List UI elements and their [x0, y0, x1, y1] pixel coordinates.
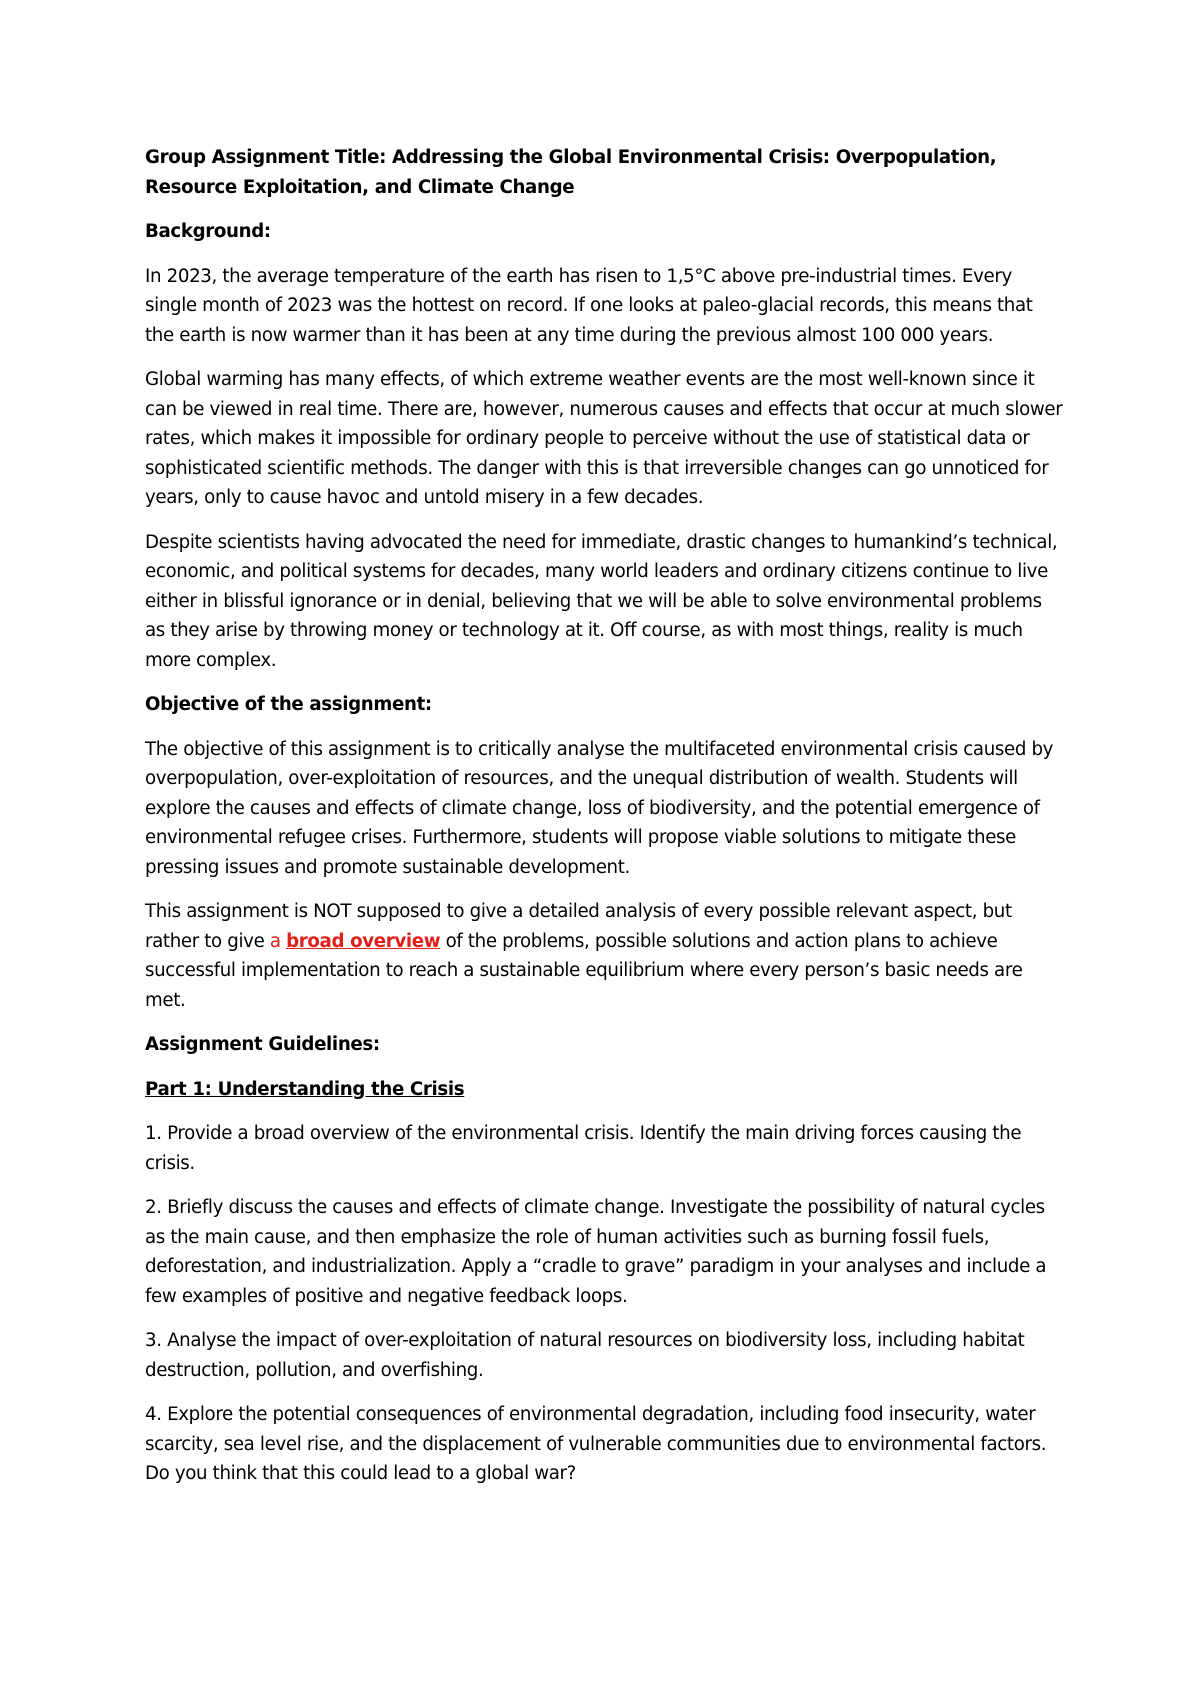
- background-heading: Background:: [145, 221, 271, 242]
- document-body: [145, 143, 1065, 1504]
- background-paragraph-2: Global warming has many effects, of which extreme weather events are the most well-known since it can be viewed in real time. There are, however, numerous causes and effects that occur at much slower rates, which makes it impossible for ordinary people to perceive without the use of statistical data or sophisticated scientific methods. The danger with this is that irreversible changes can go unnoticed for years, only to cause havoc and untold misery in a few decades.: [145, 369, 1063, 508]
- objective-heading: Objective of the assignment:: [145, 694, 432, 715]
- objective-paragraph-2: [145, 897, 1065, 1015]
- broad-overview-emphasis: broad overview: [286, 930, 441, 952]
- objective-paragraph-1: The objective of this assignment is to critically analyse the multifaceted environmental crisis caused by overpopulation, over-exploitation of resources, and the unequal distribution of wealth. Students will explore the causes and effects of climate change, loss of biodiversity, and the potential emergence of environmental refugee crises. Furthermore, students will propose viable solutions to mitigate these pressing issues and promote sustainable development.: [145, 738, 1054, 878]
- background-paragraph-3: Despite scientists having advocated the need for immediate, drastic changes to humankind’s technical, economic, and political systems for decades, many world leaders and ordinary citizens continue to live either in blissful ignorance or in denial, believing that we will be able to solve environmental problems as they arise by throwing money or technology at it. Off course, as with most things, reality is much more complex.: [145, 531, 1058, 671]
- part-1-heading: Part 1: Understanding the Crisis: [145, 1078, 465, 1100]
- guideline-item-1: 1. Provide a broad overview of the environmental crisis. Identify the main driving forces causing the crisis.: [145, 1123, 1022, 1174]
- background-paragraph-1: In 2023, the average temperature of the earth has risen to 1,5°C above pre-industrial times. Every single month of 2023 was the hottest on record. If one looks at paleo-glacial records, this means that the earth is now warmer than it has been at any time during the previous almost 100 000 years.: [145, 265, 1033, 346]
- guideline-item-4: 4. Explore the potential consequences of environmental degradation, including food insecurity, water scarcity, sea level rise, and the displacement of vulnerable communities due to environmental factors. Do you think that this could lead to a global war?: [145, 1404, 1047, 1484]
- guidelines-heading: Assignment Guidelines:: [145, 1034, 380, 1055]
- assignment-title: Group Assignment Title: Addressing the Global Environmental Crisis: Overpopulation, Resource Exploitation, and Climate Change: [145, 147, 997, 198]
- objective-p2-red-article: a: [269, 930, 287, 952]
- guideline-item-3: 3. Analyse the impact of over-exploitation of natural resources on biodiversity loss, including habitat destruction, pollution, and overfishing.: [145, 1330, 1025, 1381]
- guideline-item-2: 2. Briefly discuss the causes and effects of climate change. Investigate the possibility of natural cycles as the main cause, and then emphasize the role of human activities such as burning fossil fuels, deforestation, and industrialization. Apply a “cradle to grave” paradigm in your analyses and include a few examples of positive and negative feedback loops.: [145, 1197, 1047, 1307]
- objective-p2-before: This assignment is NOT supposed to give a detailed analysis of every possible relevant aspect, but rather to give: [145, 901, 1012, 952]
- objective-p2-after: of the problems, possible solutions and action plans to achieve successful implementation to reach a sustainable equilibrium where every person’s basic needs are met.: [145, 930, 1023, 1011]
